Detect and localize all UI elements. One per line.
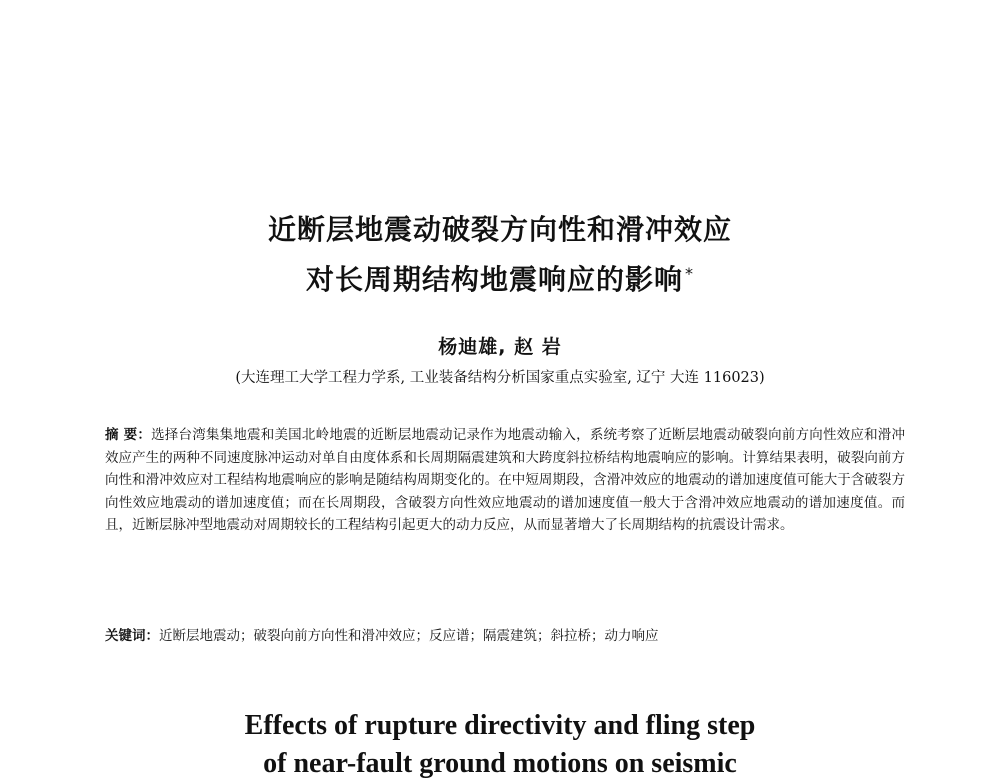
abstract: [105, 424, 905, 537]
keywords-label: 关键词：: [105, 628, 159, 644]
chinese-title-line-2-text: 对长周期结构地震响应的影响: [305, 263, 683, 296]
english-title-line-1: Effects of rupture directivity and fling step: [244, 710, 756, 741]
english-title-line-2: of near-fault ground motions on seismic: [263, 748, 737, 779]
abstract-text: 选择台湾集集地震和美国北岭地震的近断层地震动记录作为地震动输入，系统考察了近断层地震动破裂向前方向性效应和滑冲效应产生的两种不同速度脉冲运动对单自由度体系和长周期隔震建筑和大跨度斜拉桥结构地震响应的影响。计算结果表明，破裂向前方向性和滑冲效应对工程结构地震响应的影响是随结构周期变化的。在中短周期段，含滑冲效应的地震动的谱加速度值可能大于含破裂方向性效应地震动的谱加速度值；而在长周期段，含破裂方向性效应地震动的谱加速度值一般大于含滑冲效应地震动的谱加速度值。而且，近断层脉冲型地震动对周期较长的工程结构引起更大的动力反应，从而显著增大了长周期结构的抗震设计需求。: [105, 427, 906, 533]
title-footnote-mark: *: [685, 263, 694, 283]
keywords-text: 近断层地震动；破裂向前方向性和滑冲效应；反应谱；隔震建筑；斜拉桥；动力响应: [159, 628, 659, 644]
keywords: [105, 625, 905, 647]
affiliation: (大连理工大学工程力学系, 工业装备结构分析国家重点实验室, 辽宁 大连 116023): [235, 370, 765, 386]
chinese-title-line-1-text: 近断层地震动破裂方向性和滑冲效应: [267, 213, 732, 246]
chinese-title-line-1: [0, 208, 1000, 248]
chinese-title-line-2: [0, 258, 1000, 298]
abstract-label: 摘 要：: [105, 427, 152, 443]
authors: 杨迪雄, 赵 岩: [438, 336, 562, 358]
